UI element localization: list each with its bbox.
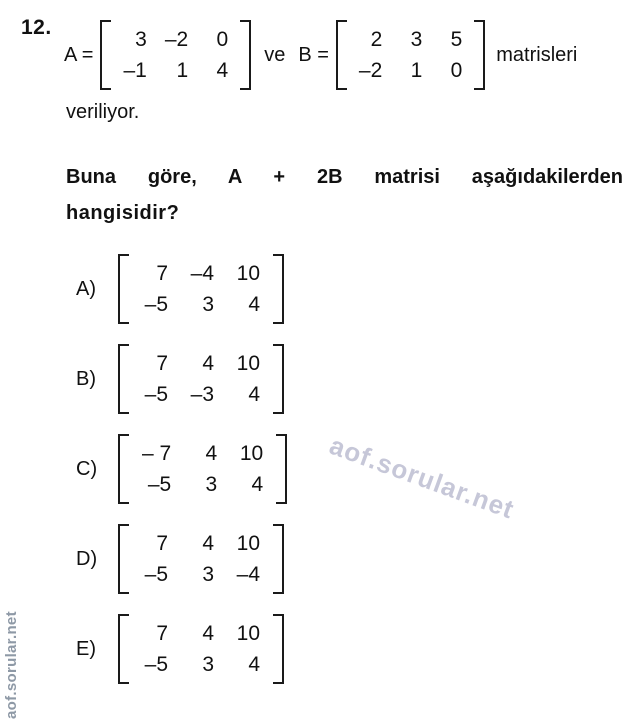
matrix-bracket-right	[273, 524, 284, 594]
matrix-bracket-right	[474, 20, 485, 90]
matrix-cell: –2	[358, 59, 383, 82]
matrix-bracket-left	[118, 254, 129, 324]
prompt-line-1: Buna göre, A + 2B matrisi aşağıdakilerden	[66, 166, 623, 188]
veriliyor-text: veriliyor.	[66, 101, 140, 123]
matrisleri-text: matrisleri	[496, 43, 578, 66]
matrix-cell: 3	[202, 653, 214, 676]
option-b-matrix	[118, 344, 284, 414]
matrix-cell: 4	[202, 532, 214, 555]
matrix-bracket-right	[276, 434, 287, 504]
matrix-cell: 0	[450, 59, 463, 82]
matrix-bracket-left	[100, 20, 111, 90]
matrix-a-label: A =	[64, 43, 94, 66]
option-d	[76, 520, 287, 598]
matrix-bracket-right	[273, 344, 284, 414]
matrix-cell: –2	[164, 28, 189, 51]
matrix-cell: 2	[370, 28, 383, 51]
matrix-cell: 3	[410, 28, 423, 51]
matrix-cell: 1	[410, 59, 423, 82]
matrix-cell: –5	[144, 563, 168, 586]
option-e-matrix	[118, 614, 284, 684]
matrix-cell: 7	[156, 532, 168, 555]
matrix-a	[100, 20, 251, 90]
matrix-b-cells	[347, 20, 474, 90]
matrix-cell: –5	[144, 293, 168, 316]
watermark-vertical: aof.sorular.net	[3, 611, 20, 719]
matrix-bracket-right	[240, 20, 251, 90]
option-d-matrix	[118, 524, 284, 594]
matrix-bracket-left	[118, 524, 129, 594]
option-d-label: D)	[76, 547, 98, 570]
option-a-label: A)	[76, 277, 96, 300]
matrix-cell: –5	[147, 473, 172, 496]
matrix-cell: 3	[202, 293, 214, 316]
matrix-cell: 7	[156, 622, 168, 645]
matrix-a-cells	[111, 20, 240, 90]
question-prompt	[66, 165, 623, 225]
option-c-matrix	[118, 434, 287, 504]
question-number: 12.	[21, 16, 52, 39]
matrix-cell: 4	[248, 293, 260, 316]
matrix-cell: –5	[144, 383, 168, 406]
matrix-cell: –5	[144, 653, 168, 676]
matrix-b-label: B =	[298, 43, 329, 66]
matrix-cell: –4	[236, 563, 260, 586]
matrix-cell: 4	[202, 622, 214, 645]
option-e-label: E)	[76, 637, 96, 660]
matrix-bracket-left	[118, 614, 129, 684]
matrix-cell: – 7	[142, 442, 172, 465]
matrix-cell: 5	[450, 28, 463, 51]
matrix-cell: –3	[190, 383, 214, 406]
option-b-label: B)	[76, 367, 96, 390]
matrix-cell: 4	[248, 653, 260, 676]
option-c-label: C)	[76, 457, 98, 480]
prompt-line-2: hangisidir?	[66, 202, 180, 224]
option-a-matrix	[118, 254, 284, 324]
given-matrices-line	[64, 20, 577, 90]
matrix-cell: 4	[202, 352, 214, 375]
option-e	[76, 610, 287, 688]
matrix-bracket-right	[273, 254, 284, 324]
matrix-cell: 4	[216, 59, 229, 82]
matrix-cell: 10	[239, 442, 264, 465]
connector-ve: ve	[264, 43, 286, 66]
matrix-cell: 3	[205, 473, 218, 496]
matrix-cell: 1	[176, 59, 189, 82]
matrix-bracket-left	[118, 344, 129, 414]
matrix-bracket-left	[336, 20, 347, 90]
matrix-cell: 0	[216, 28, 229, 51]
matrix-cell: 7	[156, 262, 168, 285]
option-c	[76, 430, 287, 508]
matrix-cell: –1	[123, 59, 147, 82]
option-b	[76, 340, 287, 418]
matrix-cell: 4	[251, 473, 264, 496]
options-list	[76, 250, 287, 700]
watermark-diagonal: aof.sorular.net	[325, 430, 519, 525]
matrix-cell: –4	[190, 262, 214, 285]
matrix-cell: 10	[236, 262, 260, 285]
matrix-cell: 10	[236, 622, 260, 645]
matrix-b	[336, 20, 485, 90]
matrix-cell: 4	[205, 442, 218, 465]
matrix-cell: 10	[236, 352, 260, 375]
matrix-cell: 7	[156, 352, 168, 375]
option-a	[76, 250, 287, 328]
matrix-bracket-left	[118, 434, 129, 504]
matrix-cell: 3	[135, 28, 147, 51]
matrix-cell: 10	[236, 532, 260, 555]
matrix-bracket-right	[273, 614, 284, 684]
matrix-cell: 3	[202, 563, 214, 586]
matrix-cell: 4	[248, 383, 260, 406]
